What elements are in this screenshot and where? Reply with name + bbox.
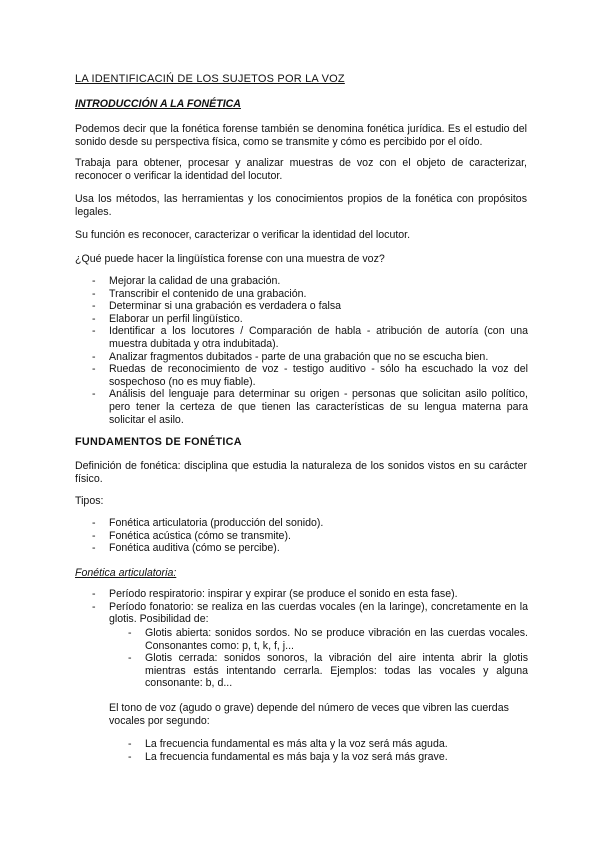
subheading-articulatoria: Fonética articulatoria: xyxy=(75,567,177,579)
glotis-list xyxy=(128,627,528,690)
tone-paragraph: El tono de voz (agudo o grave) depende del número de veces que vibren las cuerdas vocales por segundo: xyxy=(109,702,509,727)
list-item: - Analizar fragmentos dubitados - parte de una grabación que no se escucha bien. xyxy=(92,351,528,364)
list-item: - La frecuencia fundamental es más alta y la voz será más aguda. xyxy=(128,738,528,751)
list-item: - La frecuencia fundamental es más baja y la voz será más grave. xyxy=(128,751,528,764)
list-item: - Elaborar un perfil lingüístico. xyxy=(92,313,528,326)
list-item: - Fonética auditiva (cómo se percibe). xyxy=(92,542,528,555)
question-text: ¿Qué puede hacer la lingüística forense con una muestra de voz? xyxy=(75,253,385,265)
list-item: - Glotis abierta: sonidos sordos. No se produce vibración en las cuerdas vocales. Consonantes como: p, t, k, f, j... xyxy=(128,627,528,652)
periods-list xyxy=(92,588,528,626)
list-item: - Identificar a los locutores / Comparación de habla - atribución de autoría (con una muestra dubitada y otra indubitada). xyxy=(92,325,528,350)
list-item: - Ruedas de reconocimiento de voz - testigo auditivo - sólo ha escuchado la voz del sospechoso (no es muy fiable). xyxy=(92,363,528,388)
types-label: Tipos: xyxy=(75,495,104,507)
paragraph-intro-3: Usa los métodos, las herramientas y los conocimientos propios de la fonética con propósitos legales. xyxy=(75,193,527,218)
paragraph-intro-4: Su función es reconocer, caracterizar o verificar la identidad del locutor. xyxy=(75,229,411,241)
list-item: - Fonética articulatoria (producción del sonido). xyxy=(92,517,528,530)
list-item: - Mejorar la calidad de una grabación. xyxy=(92,275,528,288)
definition-paragraph: Definición de fonética: disciplina que estudia la naturaleza de los sonidos vistos en su carácter físico. xyxy=(75,460,527,485)
frequency-list xyxy=(128,738,528,763)
forensic-tasks-list xyxy=(92,275,528,426)
list-item: - Análisis del lenguaje para determinar su origen - personas que solicitan asilo político, pero tener la certeza de que tienen las características de su lengua materna para solicitar el asilo. xyxy=(92,388,528,426)
list-item: - Transcribir el contenido de una grabación. xyxy=(92,288,528,301)
paragraph-intro-2: Trabaja para obtener, procesar y analizar muestras de voz con el objeto de caracterizar, reconocer o verificar la identidad del locutor. xyxy=(75,157,527,182)
paragraph-intro-1: Podemos decir que la fonética forense también se denomina fonética jurídica. Es el estudio del sonido desde su perspectiva física, como se transmite y cómo es percibido por el oído. xyxy=(75,123,527,148)
list-item: - Determinar si una grabación es verdadera o falsa xyxy=(92,300,528,313)
list-item: - Fonética acústica (cómo se transmite). xyxy=(92,530,528,543)
list-item: - Período fonatorio: se realiza en las cuerdas vocales (en la laringe), concretamente en la glotis. Posibilidad de: xyxy=(92,601,528,626)
phonetics-types-list xyxy=(92,517,528,555)
section-heading-fundamentos: FUNDAMENTOS DE FONÉTICA xyxy=(75,436,242,448)
list-item: - Período respiratorio: inspirar y expirar (se produce el sonido en esta fase). xyxy=(92,588,528,601)
page-title: LA IDENTIFICACIŃ DE LOS SUJETOS POR LA VOZ xyxy=(75,73,345,85)
section-heading-intro: INTRODUCCIÓN A LA FONÉTICA xyxy=(75,98,241,110)
list-item: - Glotis cerrada: sonidos sonoros, la vibración del aire intenta abrir la glotis mientras estás intentando cerrarla. Ejemplos: todas las vocales y alguna consonante: b, d... xyxy=(128,652,528,690)
